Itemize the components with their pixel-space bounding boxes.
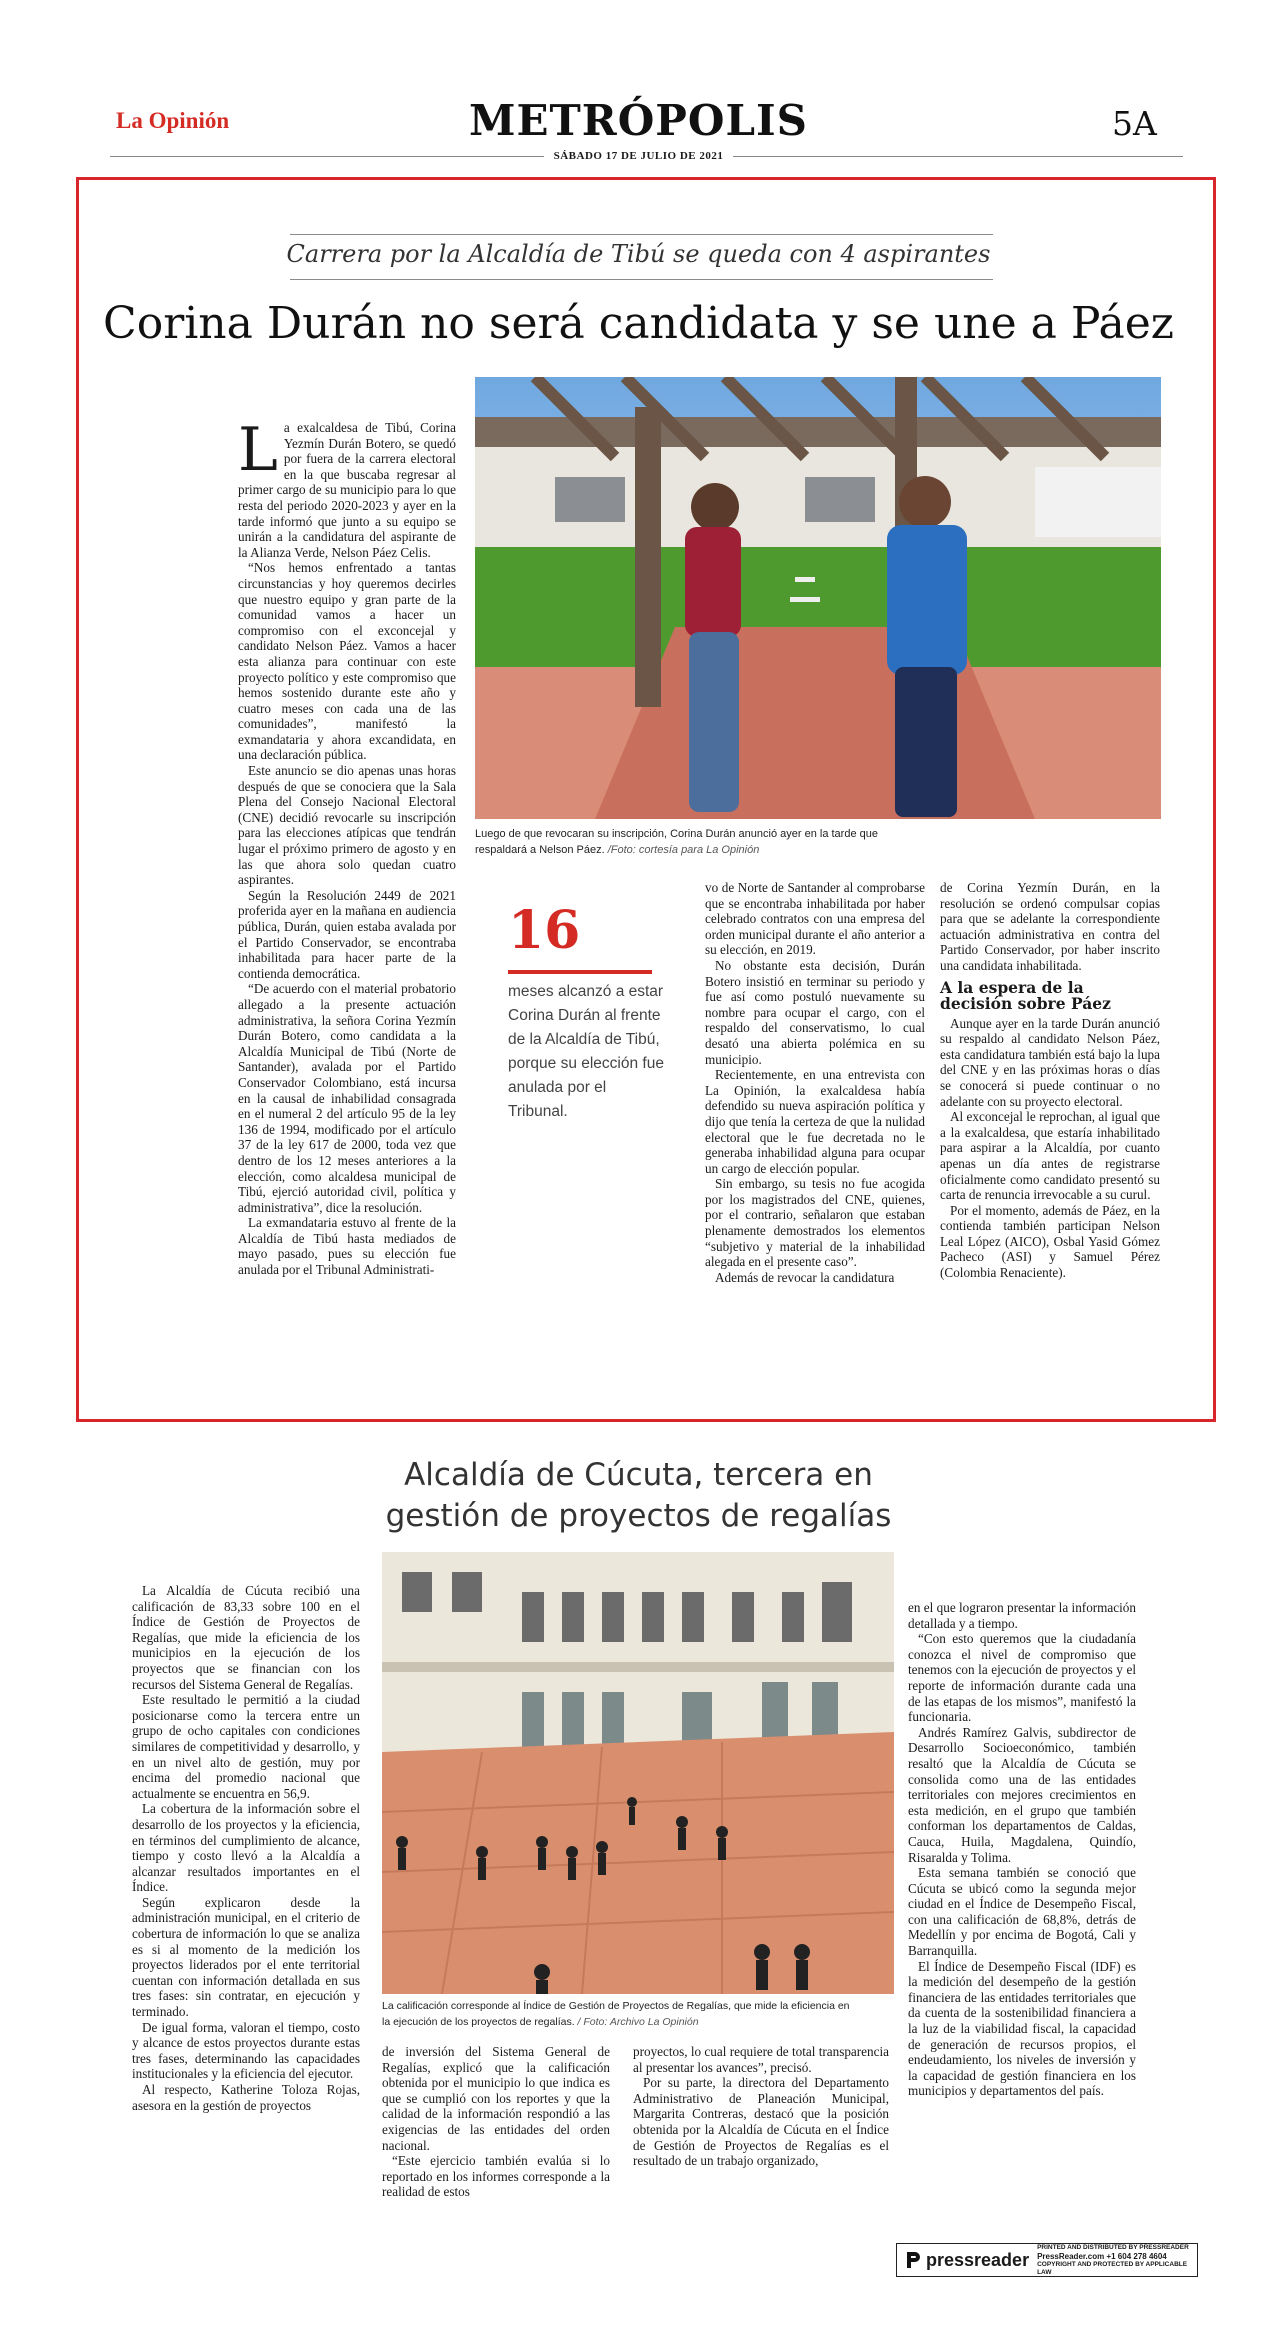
date-text: SÁBADO 17 DE JULIO DE 2021 bbox=[544, 150, 734, 162]
paragraph: Por su parte, la directora del Departamento Administrativo de Planeación Municipal, Margarita Contreras, destacó que la posición obtenida por la Alcaldía de Cúcuta en el Índice de Gestión de Proyectos de Regalías es el resultado de un trabajo organizado, bbox=[633, 2075, 889, 2169]
paragraph: Recientemente, en una entrevista con La Opinión, la exalcaldesa había defendido su nueva aspiración política y dijo que tenía la certeza de que la nulidad electoral que le fue decretada no le generaba inhabilidad alguna para ocupar un cargo de elección popular. bbox=[705, 1067, 925, 1176]
paragraph: El Índice de Desempeño Fiscal (IDF) es la medición del desempeño de la gestión financiera de las entidades territoriales que da cuenta de la sostenibilidad financiera a la luz de la viabilidad fiscal, la capacidad de generación de recursos propios, el endeudamiento, los niveles de inversión y la capacidad de gestión financiera en los municipios y departamentos del país. bbox=[908, 1958, 1136, 2099]
paragraph: Por el momento, además de Páez, en la contienda también participan Nelson Leal López (AICO), Osbal Yasid Gómez Pacheco (ASI) y Samuel Pérez (Colombia Renaciente). bbox=[940, 1202, 1160, 1281]
paragraph: De igual forma, valoran el tiempo, costo y alcance de estos proyectos durante estas tres fases, determinando las capacidades institucionales y la eficiencia del ejecutor. bbox=[132, 2019, 360, 2082]
paragraph: “Nos hemos enfrentado a tantas circunstancias y hoy queremos decirles que nuestro equipo y gran parte de la comunidad vamos a hacer un compromiso con el exconcejal y candidato Nelson Páez. Vamos a hacer esta alianza para continuar con este proyecto político y este compromiso que hemos sostenido durante este año y cuatro meses con cada una de las comunidades”, manifestó la exmandataria y ahora excandidata, en una declaración pública. bbox=[238, 560, 456, 763]
kicker-rule-bottom bbox=[290, 279, 993, 280]
pressreader-text: PRINTED AND DISTRIBUTED BY PRESSREADER PressReader.com +1 604 278 4604 COPYRIGHT AND PROTECTED BY APPLICABLE LAW bbox=[1037, 2243, 1189, 2276]
paragraph: proyectos, lo cual requiere de total transparencia al presentar los avances”, precisó. bbox=[633, 2044, 889, 2075]
paragraph: Según la Resolución 2449 de 2021 proferida ayer en la mañana en audiencia pública, Durán, quien estaba avalada por el Partido Conservador, se encontraba inhabilitada para hacer parte de la contienda democrática. bbox=[238, 887, 456, 981]
paragraph: Además de revocar la candidatura bbox=[715, 1269, 895, 1285]
paragraph: Según explicaron desde la administración municipal, en el criterio de cobertura de información lo que se analiza es si al momento de la medición los proyectos liderados por el ente territorial cuentan con información detallada en sus tres fases: sin contratar, en ejecución y terminado. bbox=[132, 1894, 360, 2020]
article-headline: Corina Durán no será candidata y se une a Páez bbox=[103, 298, 1174, 349]
photo-caption bbox=[475, 826, 905, 858]
paragraph: Al respecto, Katherine Toloza Rojas, asesora en la gestión de proyectos bbox=[132, 2082, 360, 2113]
pressreader-badge bbox=[896, 2243, 1198, 2277]
article-column-1 bbox=[238, 415, 456, 1278]
stat-text: meses alcanzó a estar Corina Durán al frente de la Alcaldía de Tibú, porque su elección fue anulada por el Tribunal. bbox=[508, 983, 664, 1120]
photo-illustration bbox=[475, 377, 1161, 819]
caption-text: La calificación corresponde al Índice de Gestión de Proyectos de Regalías, que mide la eficiencia en la ejecución de los proyectos de regalías. bbox=[382, 2000, 850, 2028]
caption-credit: /Foto: cortesía para La Opinión bbox=[607, 844, 760, 856]
paragraph: Esta semana también se conoció que Cúcuta se ubicó como la segunda mejor ciudad en el Índice de Desempeño Fiscal, con una calificación de 68,8%, detrás de Medellín y por encima de Bogotá, Cali y Barranquilla. bbox=[908, 1865, 1136, 1959]
article2-photo-caption bbox=[382, 1998, 852, 2030]
paragraph: La exalcaldesa de Tibú, Corina Yezmín Durán Botero, se quedó por fuera de la carrera electoral en la que buscaba regresar al primer cargo de su municipio para lo que resta del periodo 2020-2023 y ayer en la tarde informó que junto a su equipo se unirán a la candidatura del aspirante de la Alianza Verde, Nelson Páez Celis. bbox=[238, 415, 456, 560]
page-number: 5A bbox=[1112, 104, 1157, 143]
caption-text: Luego de que revocaran su inscripción, Corina Durán anunció ayer en la tarde que respaldará a Nelson Páez. bbox=[475, 828, 878, 856]
article2-column-1 bbox=[132, 1583, 360, 2113]
dateline bbox=[0, 150, 1277, 162]
plaza-illustration bbox=[382, 1552, 894, 1994]
article-kicker: Carrera por la Alcaldía de Tibú se queda con 4 aspirantes bbox=[286, 240, 991, 268]
article2-headline-line2: gestión de proyectos de regalías bbox=[385, 1498, 892, 1534]
paragraph: La Alcaldía de Cúcuta recibió una calificación de 83,33 sobre 100 en el Índice de Gestión de Proyectos de Regalías, que mide la eficiencia de los municipios en la ejecución de los proyectos que se financian con los recursos del Sistema General de Regalías. bbox=[132, 1583, 360, 1692]
woman-figure bbox=[685, 483, 741, 812]
article2-column-4 bbox=[908, 1600, 1136, 2099]
caption-credit: / Foto: Archivo La Opinión bbox=[577, 2016, 699, 2028]
pressreader-logo: pressreader bbox=[897, 2250, 1029, 2271]
paragraph: “De acuerdo con el material probatorio allegado a la presente actuación administrativa, la señora Corina Yezmín Durán Botero, como candidata a la Alcaldía Municipal de Tibú (Norte de Santander), avalada por el Partido Conservador Colombiano, está incursa en la causal de inhabilidad consagrada en el numeral 2 del artículo 95 de la ley 136 de 1994, modificado por el artículo 37 de la ley 617 de 2000, toda vez que dentro de los 12 meses anteriores a la elección, como alcaldesa municipal de Tibú, ejerció autoridad civil, política y administrativa”, dice la resolución. bbox=[238, 981, 456, 1215]
drop-cap: L bbox=[238, 415, 278, 485]
newspaper-brand: La Opinión bbox=[116, 108, 230, 133]
paragraph: Aunque ayer en la tarde Durán anunció su respaldo al candidato Nelson Páez, esta candidatura también está bajo la lupa del CNE y en las próximas horas o días se conocerá si puede continuar o no adelante con su proyecto electoral. bbox=[940, 1015, 1160, 1109]
article2-photo bbox=[382, 1552, 894, 1994]
paragraph: “Con esto queremos que la ciudadanía conozca el nivel de compromiso que tenemos con la ejecución de proyectos y el reporte de información durante cada una de las etapas de los mismos”, manifestó la funcionaria. bbox=[908, 1631, 1136, 1725]
paragraph: No obstante esta decisión, Durán Botero insistió en terminar su periodo y fue así como postuló nuevamente su nombre para ocupar el cargo, con el respaldo del conservatismo, lo cual desató una abierta polémica en su municipio. bbox=[705, 957, 925, 1067]
paragraph: La exmandataria estuvo al frente de la Alcaldía de Tibú hasta mediados de mayo pasado, pues su elección fue anulada por el Tribunal Administrati- bbox=[238, 1215, 456, 1278]
man-figure bbox=[887, 476, 967, 817]
paragraph: Sin embargo, su tesis no fue acogida por los magistrados del CNE, quienes, por el contrario, señalaron que estaban plenamente demostrados los elementos “subjetivo y material de la inhabilidad alegada en el presente caso”. bbox=[705, 1176, 925, 1270]
paragraph: Al exconcejal le reprochan, al igual que a la exalcaldesa, que estaría inhabilitado para aspirar a la Alcaldía, por cuanto apenas un día antes de registrarse oficialmente como candidato presentó su carta de renuncia irrevocable a su curul. bbox=[940, 1109, 1160, 1203]
article-photo bbox=[475, 377, 1161, 819]
paragraph: de inversión del Sistema General de Regalías, explicó que la calificación obtenida por el municipio lo que indica es que se cumplió con los reportes y que la calidad de la información respondió a las exigencias de las entidades del orden nacional. bbox=[382, 2044, 610, 2153]
article-column-4 bbox=[940, 880, 1160, 1281]
paragraph: “Este ejercicio también evalúa si lo reportado en los informes corresponde a la realidad de estos bbox=[382, 2153, 610, 2200]
article-column-3 bbox=[705, 880, 925, 1285]
paragraph: La cobertura de la información sobre el desarrollo de los proyectos y la eficiencia, en términos del cumplimiento de alcance, tiempo y costo llevó a la Alcaldía a alcanzar resultados importantes en el Índice. bbox=[132, 1801, 360, 1895]
pressreader-icon bbox=[905, 2250, 921, 2270]
article2-column-3 bbox=[633, 2044, 889, 2169]
article2-headline-line1: Alcaldía de Cúcuta, tercera en bbox=[404, 1457, 873, 1493]
paragraph: de Corina Yezmín Durán, en la resolución se ordenó compulsar copias para que se adelante la correspondiente actuación administrativa en contra del Partido Conservador, por haber inscrito una candidata inhabilitada. bbox=[940, 880, 1160, 973]
paragraph: Andrés Ramírez Galvis, subdirector de Desarrollo Socioeconómico, también resaltó que la Alcaldía de Cúcuta se consolida como una de las entidades territoriales con mejores crecimientos en esta medición, en el grupo que también conforman los departamentos de Caldas, Cauca, Huila, Magdalena, Quindío, Risaralda y Tolima. bbox=[908, 1724, 1136, 1865]
section-title: METRÓPOLIS bbox=[469, 96, 808, 145]
stat-rule bbox=[508, 970, 652, 974]
paragraph: en el que lograron presentar la información detallada y a tiempo. bbox=[908, 1600, 1136, 1631]
paragraph: Este resultado le permitió a la ciudad posicionarse como la tercera entre un grupo de ocho capitales con condiciones similares de competitividad y desarrollo, y en un nivel alto de gestión, muy por encima del promedio nacional que actualmente se encuentra en 56,9. bbox=[132, 1692, 360, 1801]
stat-number: 16 bbox=[508, 900, 581, 961]
paragraph: vo de Norte de Santander al comprobarse que se encontraba inhabilitada por haber celebrado contratos con una empresa del orden municipal durante el año anterior a su elección, en 2019. bbox=[705, 880, 925, 958]
subheading: A la espera de la decisión sobre Páez bbox=[940, 977, 1111, 1013]
kicker-rule-top bbox=[290, 234, 993, 235]
paragraph: Este anuncio se dio apenas unas horas después de que se conociera que la Sala Plena del Consejo Nacional Electoral (CNE) decidió revocarle su inscripción para las elecciones atípicas que tendrán lugar el próximo primero de agosto y en las que ahora solo quedan cuatro aspirantes. bbox=[238, 763, 456, 888]
article2-column-2 bbox=[382, 2044, 610, 2200]
